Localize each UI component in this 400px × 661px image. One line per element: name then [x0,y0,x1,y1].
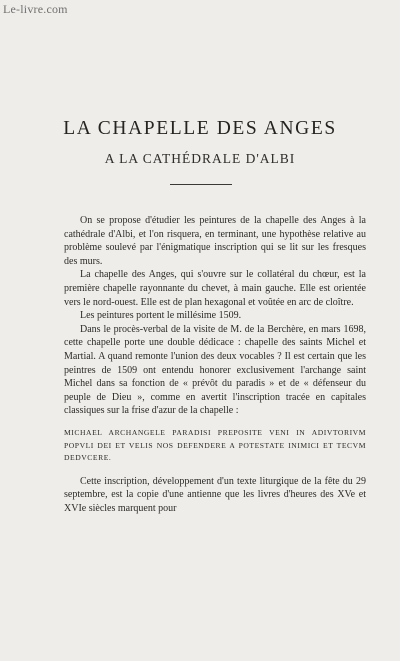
paragraph: On se propose d'étudier les peintures de la chapelle des Anges à la cathédrale d'Albi, et l'on risquera, en terminant, une hypothèse relative au problème soulevé par l'énigmatique inscription qui se lit sur les fresques des murs. [64,215,366,267]
paragraph: Cette inscription, développement d'un texte liturgique de la fête du 29 septembre, est la copie d'une antienne que les livres d'heures des XVe et XVIe siècles marquent pour [64,475,366,514]
latin-inscription: MICHAEL ARCHANGELE PARADISI PREPOSITE VENI IN ADIVTORIVM POPVLI DEI ET VELIS NOS DEFENDERE A POTESTATE INIMICI ET TECVM DEDVCERE. [64,427,366,463]
paragraph: Les peintures portent le millésime 1509. [80,310,242,322]
watermark: Le-livre.com [3,2,68,16]
body-text [64,214,366,515]
paragraph: La chapelle des Anges, qui s'ouvre sur le collatéral du chœur, est la première chapelle rayonnante du chevet, à main gauche. Elle est orientée vers le nord-ouest. Elle est de plan hexagonal et voûtée en arc de cloître. [64,269,366,308]
page-subtitle: A LA CATHÉDRALE D'ALBI [104,151,296,166]
title-rule [170,184,232,185]
page-title: LA CHAPELLE DES ANGES [63,118,337,139]
paragraph: Dans le procès-verbal de la visite de M. de la Berchère, en mars 1698, cette chapelle porte une double dédicace : chapelle des saints Michel et Martial. A quand remonte l'union des deux vocables ? Il est certain que les peintres de 1509 ont entendu honorer exclusivement l'archange saint Michel dans sa fonction de « prévôt du paradis » et de « défenseur du peuple de Dieu », comme en avertit l'inscription tracée en capitales classiques sur la frise d'azur de la chapelle : [64,323,366,417]
